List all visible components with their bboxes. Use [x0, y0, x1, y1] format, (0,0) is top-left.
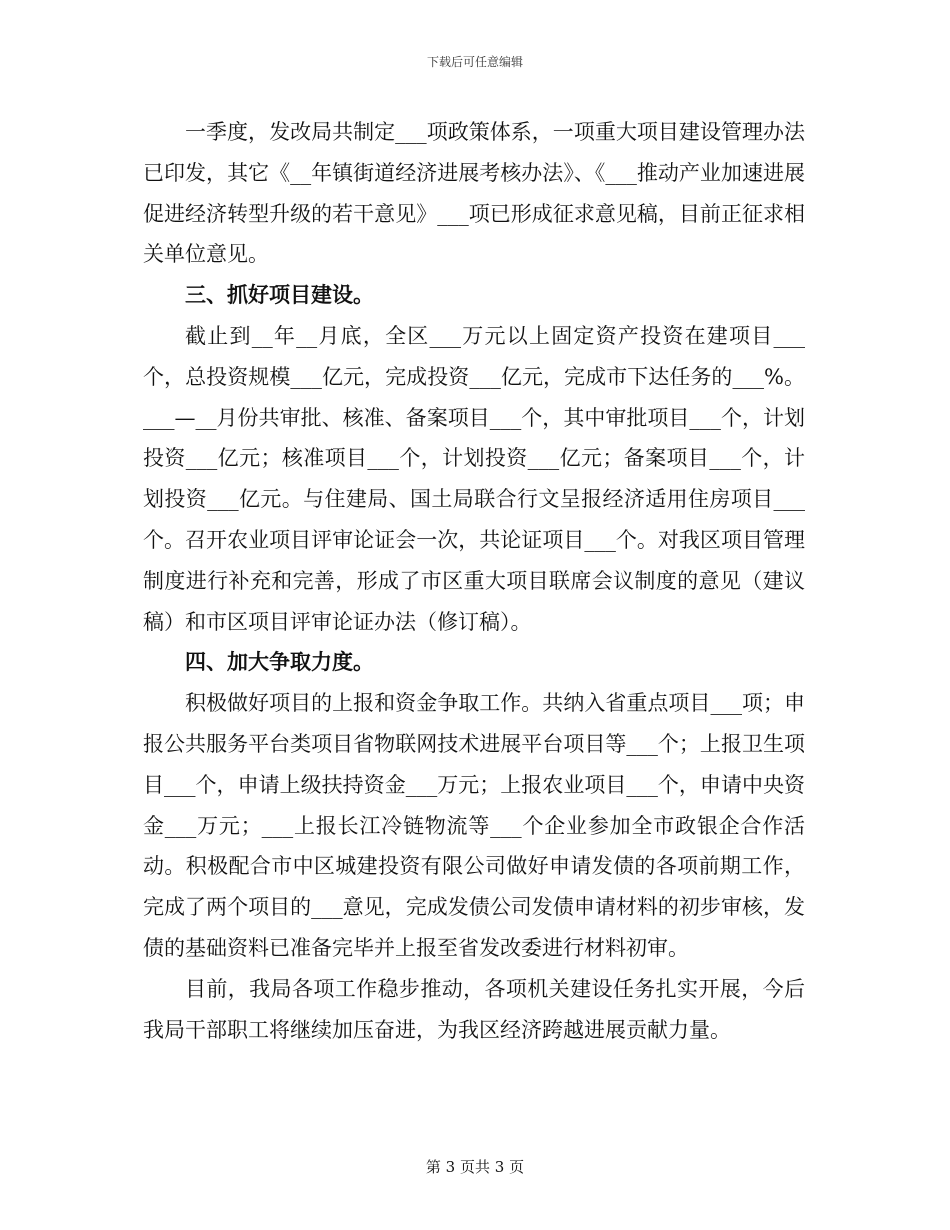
page-number-footer: 第 3 页共 3 页	[425, 1158, 525, 1176]
paragraph: 一季度，发改局共制定___项政策体系，一项重大项目建设管理办法已印发，其它《__年镇街道经济进展考核办法》、《___推动产业加速进展促进经济转型升级的若干意见》___项已形成征求意见稿，目前正征求相关单位意见。	[143, 120, 805, 267]
paragraph: 目前，我局各项工作稳步推动，各项机关建设任务扎实开展，今后我局干部职工将继续加压奋进，为我区经济跨越进展贡献力量。	[143, 976, 805, 1042]
paragraph: 截止到__年__月底，全区___万元以上固定资产投资在建项目___个，总投资规模___亿元，完成投资___亿元，完成市下达任务的___%。___—__月份共审批、核准、备案项目___个，其中审批项目___个，计划投资___亿元；核准项目___个，计划投资___亿元；备案项目___个，计划投资___亿元。与住建局、国土局联合行文呈报经济适用住房项目___个。召开农业项目评审论证会一次，共论证项目___个。对我区项目管理制度进行补充和完善，形成了市区重大项目联席会议制度的意见（建议稿）和市区项目评审论证办法（修订稿）。	[143, 323, 805, 634]
section-heading: 四、加大争取力度。	[185, 649, 374, 675]
page-header: 下载后可任意编辑	[426, 55, 523, 69]
paragraph: 积极做好项目的上报和资金争取工作。共纳入省重点项目___项；申报公共服务平台类项目省物联网技术进展平台项目等___个；上报卫生项目___个，申请上级扶持资金___万元；上报农业项目___个，申请中央资金___万元；___上报长江冷链物流等___个企业参加全市政银企合作活动。积极配合市中区城建投资有限公司做好申请发债的各项前期工作，完成了两个项目的___意见，完成发债公司发债申请材料的初步审核，发债的基础资料已准备完毕并上报至省发改委进行材料初审。	[143, 691, 805, 960]
section-heading: 三、抓好项目建设。	[185, 282, 374, 308]
document-body	[143, 112, 805, 1050]
